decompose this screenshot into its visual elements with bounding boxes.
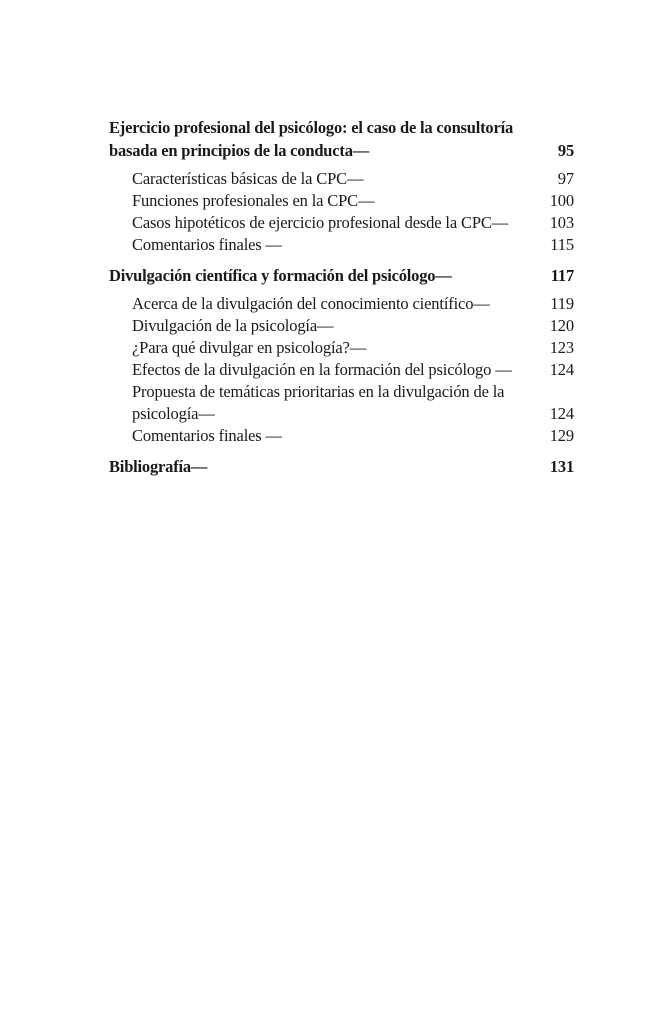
section-title [109,455,574,478]
entry-page-number: 119 [550,294,574,313]
entry-row [132,212,574,234]
section-title [109,264,574,287]
toc-entry [132,315,574,337]
entry-text: Comentarios finales — [132,235,282,254]
entry-text: Divulgación de la psicología— [132,316,334,335]
entry-text: ¿Para qué divulgar en psicología?— [132,338,367,357]
section-title [109,116,574,162]
toc-entry [132,425,574,447]
table-of-contents [109,116,574,486]
toc-section [109,264,574,447]
toc-entry [132,381,574,425]
entry-row [132,359,574,381]
toc-section [109,455,574,478]
toc-section [109,116,574,256]
entry-row [132,425,574,447]
entry-page-number: 124 [549,404,574,423]
section-title-row [109,455,574,478]
entry-row [132,403,574,425]
toc-entry [132,190,574,212]
entry-list [109,293,574,447]
entry-page-number: 97 [557,169,574,188]
entry-text: Características básicas de la CPC— [132,169,364,188]
entry-row [132,293,574,315]
section-title-line: Ejercicio profesional del psicólogo: el caso de la consultoría [109,118,514,137]
entry-text: Funciones profesionales en la CPC— [132,191,375,210]
entry-page-number: 129 [549,426,574,445]
section-title-row [109,139,574,162]
toc-entry [132,337,574,359]
entry-row [132,190,574,212]
section-page-number: 95 [557,141,574,160]
entry-page-number: 123 [549,338,574,357]
section-page-number: 131 [549,457,574,476]
entry-page-number: 100 [549,191,574,210]
entry-text: Efectos de la divulgación en la formación del psicólogo — [132,360,512,379]
entry-page-number: 103 [549,213,574,232]
toc-entry [132,359,574,381]
toc-entry [132,212,574,234]
entry-row [132,234,574,256]
entry-page-number: 120 [549,316,574,335]
section-title-text: Bibliografía— [109,457,208,476]
toc-entry [132,234,574,256]
entry-list [109,168,574,256]
section-page-number: 117 [550,266,574,285]
section-title-text: Divulgación científica y formación del psicólogo— [109,266,452,285]
entry-text-line: Propuesta de temáticas prioritarias en la divulgación de la [132,382,505,401]
section-title-row [109,264,574,287]
entry-row [132,168,574,190]
entry-text: Acerca de la divulgación del conocimiento científico— [132,294,490,313]
section-title-text: basada en principios de la conducta— [109,141,370,160]
toc-entry [132,293,574,315]
entry-text: Casos hipotéticos de ejercicio profesional desde la CPC— [132,213,509,232]
entry-row [132,337,574,359]
entry-page-number: 124 [549,360,574,379]
toc-entry [132,168,574,190]
entry-text: Comentarios finales — [132,426,282,445]
entry-page-number: 115 [550,235,574,254]
entry-text: psicología— [132,404,215,423]
entry-row [132,315,574,337]
